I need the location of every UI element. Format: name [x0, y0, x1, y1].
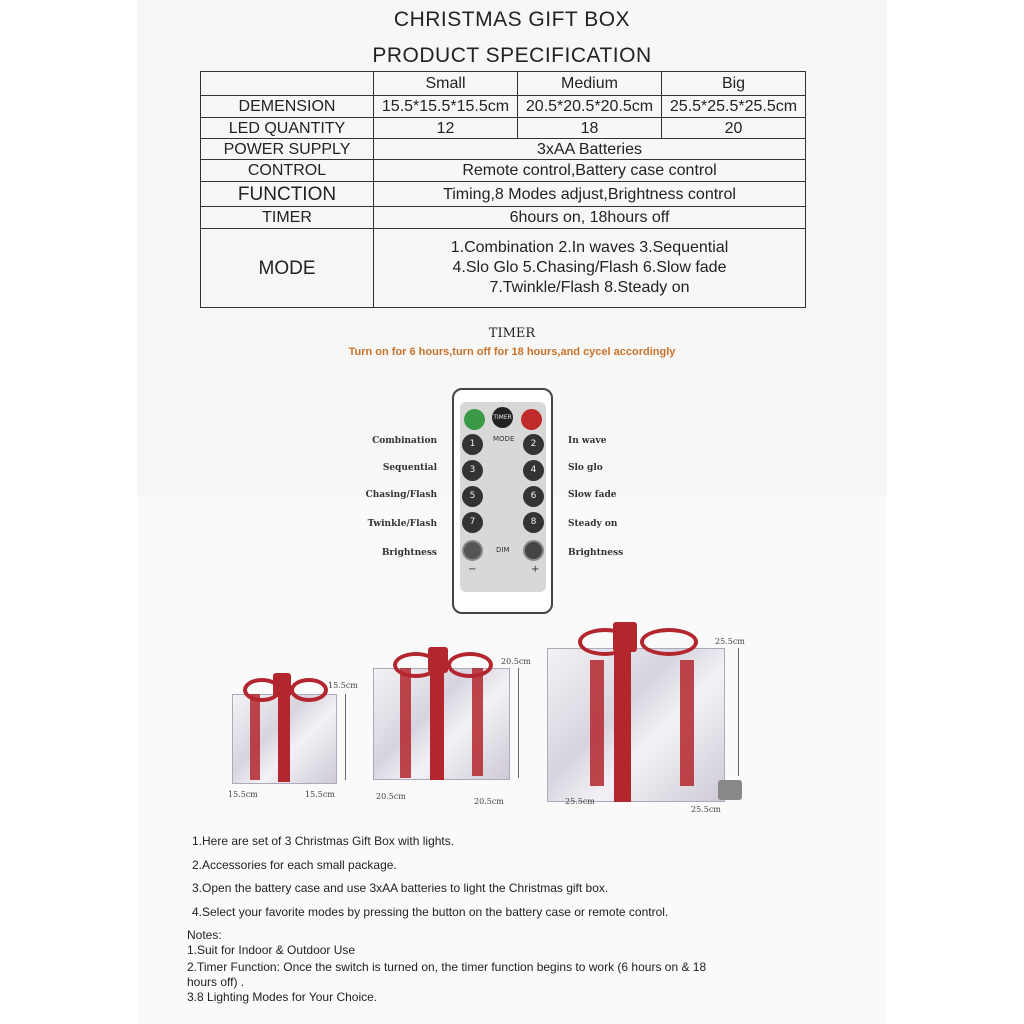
row-label-timer: TIMER	[201, 207, 374, 229]
dim-up-button	[523, 540, 544, 561]
minus-label: −	[468, 564, 477, 575]
table-cell: 6hours on, 18hours off	[374, 207, 806, 229]
mode-button-2: 2	[523, 434, 544, 455]
small-height-label: 15.5cm	[328, 681, 358, 690]
remote-label-chasing: Chasing/Flash	[365, 490, 437, 500]
remote-label-combination: Combination	[372, 436, 437, 446]
mode-button-3: 3	[462, 460, 483, 481]
notes-line-1: 1.Suit for Indoor & Outdoor Use	[187, 943, 356, 957]
instruction-line-3: 3.Open the battery case and use 3xAA batteries to light the Christmas gift box.	[192, 881, 609, 895]
timer-description: Turn on for 6 hours,turn off for 18 hours,and cycel accordingly	[348, 346, 676, 358]
table-cell: 20.5*20.5*20.5cm	[518, 96, 662, 118]
table-row	[201, 229, 806, 308]
remote-label-brightness-left: Brightness	[381, 548, 437, 558]
notes-line-4: 3.8 Lighting Modes for Your Choice.	[187, 990, 378, 1004]
instruction-line-2: 2.Accessories for each small package.	[192, 858, 397, 872]
table-row	[201, 118, 806, 139]
table-row	[201, 182, 806, 207]
table-cell: 25.5*25.5*25.5cm	[662, 96, 806, 118]
row-label-control: CONTROL	[201, 160, 374, 182]
mode-cell	[374, 229, 806, 308]
table-header-row	[201, 72, 806, 96]
mode-button-4: 4	[523, 460, 544, 481]
remote-label-twinkle: Twinkle/Flash	[367, 519, 437, 529]
medium-height-label: 20.5cm	[501, 657, 531, 666]
mode-button-8: 8	[523, 512, 544, 533]
notes-heading: Notes:	[187, 928, 222, 942]
table-row	[201, 207, 806, 229]
mode-line: 7.Twinkle/Flash 8.Steady on	[489, 279, 690, 296]
instruction-line-4: 4.Select your favorite modes by pressing the button on the battery case or remote control.	[192, 905, 669, 919]
table-cell: 15.5*15.5*15.5cm	[374, 96, 518, 118]
spec-table	[200, 71, 806, 308]
remote-label-steady-on: Steady on	[568, 519, 618, 529]
big-width-label: 25.5cm	[565, 797, 595, 806]
row-label-function: FUNCTION	[201, 182, 374, 207]
page-title: CHRISTMAS GIFT BOX	[393, 8, 631, 31]
table-row	[201, 139, 806, 160]
medium-width-label: 20.5cm	[376, 792, 406, 801]
column-header-medium: Medium	[518, 72, 662, 96]
instruction-line-1: 1.Here are set of 3 Christmas Gift Box with lights.	[192, 834, 455, 848]
mode-label: MODE	[493, 435, 515, 443]
notes-line-3: hours off) .	[187, 975, 245, 989]
medium-depth-label: 20.5cm	[474, 797, 504, 806]
timer-heading: TIMER	[488, 326, 536, 341]
mode-button-5: 5	[462, 486, 483, 507]
timer-button: TIMER	[492, 407, 513, 428]
table-cell: 20	[662, 118, 806, 139]
mode-button-7: 7	[462, 512, 483, 533]
table-cell: Timing,8 Modes adjust,Brightness control	[374, 182, 806, 207]
table-cell: Remote control,Battery case control	[374, 160, 806, 182]
dim-down-button	[462, 540, 483, 561]
remote-label-sequential: Sequential	[382, 463, 437, 473]
remote-label-slow-fade: Slow fade	[568, 490, 617, 500]
small-depth-label: 15.5cm	[305, 790, 335, 799]
remote-label-brightness-right: Brightness	[568, 548, 624, 558]
remote-label-in-wave: In wave	[568, 436, 607, 446]
notes-line-2: 2.Timer Function: Once the switch is turned on, the timer function begins to work (6 hours on & 18	[187, 960, 707, 974]
off-button	[521, 409, 542, 430]
remote-control	[452, 388, 553, 614]
table-cell: 18	[518, 118, 662, 139]
mode-button-6: 6	[523, 486, 544, 507]
big-depth-label: 25.5cm	[691, 805, 721, 814]
row-label-power-supply: POWER SUPPLY	[201, 139, 374, 160]
row-label-mode: MODE	[201, 229, 374, 308]
row-label-led-quantity: LED QUANTITY	[201, 118, 374, 139]
table-row	[201, 160, 806, 182]
table-cell: 3xAA Batteries	[374, 139, 806, 160]
mode-line: 4.Slo Glo 5.Chasing/Flash 6.Slow fade	[452, 259, 727, 276]
row-label-dimension: DEMENSION	[201, 96, 374, 118]
on-button	[464, 409, 485, 430]
plus-label: +	[531, 564, 540, 575]
column-header-big: Big	[662, 72, 806, 96]
dim-label: DIM	[496, 546, 510, 554]
column-header-small: Small	[374, 72, 518, 96]
table-cell: 12	[374, 118, 518, 139]
page-subtitle: PRODUCT SPECIFICATION	[372, 44, 652, 67]
remote-label-slo-glo: Slo glo	[568, 463, 603, 473]
table-corner	[201, 72, 374, 96]
mode-button-1: 1	[462, 434, 483, 455]
big-height-label: 25.5cm	[715, 637, 745, 646]
table-row	[201, 96, 806, 118]
small-width-label: 15.5cm	[228, 790, 258, 799]
mode-line: 1.Combination 2.In waves 3.Sequential	[450, 239, 729, 256]
battery-case	[718, 780, 742, 800]
